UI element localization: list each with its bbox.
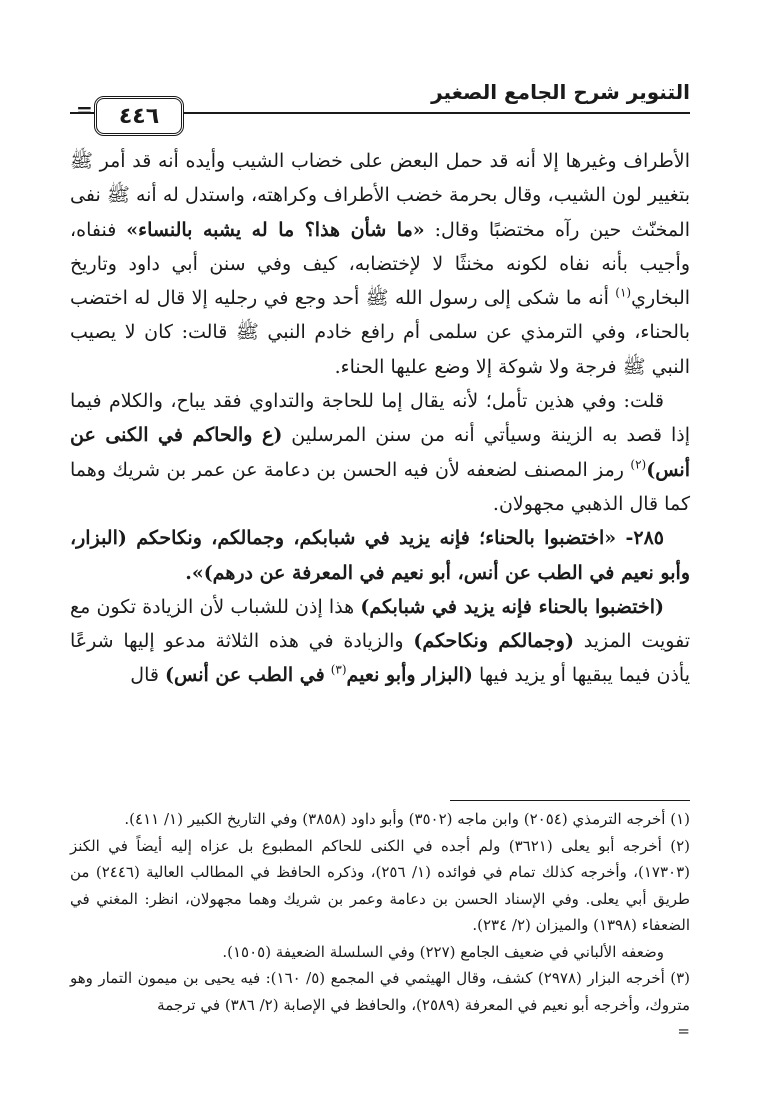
paragraph-1: الأطراف وغيرها إلا أنه قد حمل البعض على خضاب الشيب وأيده أنه قد أمر ﷺ بتغيير لون الشيب، وقال بحرمة خضب الأطراف وكراهته، واستدل له أنه ﷺ نفى المخنّث حين رآه مختضبًا وقال: «ما شأن هذا؟ ما له يشبه بالنساء» فنفاه، وأجيب بأنه نفاه لكونه مخنثًا لا لإختضابه، كيف وفي سنن أبي داود وتاريخ البخاري$^{(١)}$ أنه ما شكى إلى رسول الله ﷺ أحد وجع في رجليه إلا قال له اختضب بالحناء، وفي الترمذي عن سلمى أم رافع خادم النبي ﷺ قالت: كان لا يصيب النبي ﷺ فرجة ولا شوكة إلا وضع عليها الحناء. bbox=[70, 150, 691, 378]
footnotes bbox=[70, 806, 690, 1045]
footnote-ref-3: (٣) bbox=[330, 663, 347, 678]
paragraph-3: (اختضبوا بالحناء فإنه يزيد في شبابكم) هذا إذن للشباب لأن الزيادة تكون مع تفويت المزيد (وجمالكم ونكاحكم) والزيادة في هذه الثلاثة مدعو إليها شرعًا يأذن فيما يبقيها أو يزيد فيها (البزار وأبو نعيم$^{(٣)}$ في الطب عن أنس) قال bbox=[70, 595, 691, 687]
footnote-2-continued: وضعفه الألباني في ضعيف الجامع (٢٢٧) وفي السلسلة الضعيفة (١٥٠٥). bbox=[222, 942, 664, 961]
page-mark: = bbox=[76, 98, 93, 122]
footnote-continuation-mark: = bbox=[677, 1022, 690, 1040]
paragraph-2: قلت: وفي هذين تأمل؛ لأنه يقال إما للحاجة والتداوي فقد يباح، والكلام فيما إذا قصد به الزينة وسيأتي أنه من سنن المرسلين (ع والحاكم في الكنى عن أنس)$^{(٢)}$ رمز المصنف لضعفه لأن فيه الحسن بن دعامة عن عمر بن شريك وهما كما قال الذهبي مجهولان. bbox=[70, 390, 690, 515]
hadith-text: ٢٨٥- «اختضبوا بالحناء؛ فإنه يزيد في شبابكم، وجمالكم، ونكاحكم (البزار، وأبو نعيم في الطب عن أنس، أبو نعيم في المعرفة عن درهم)». bbox=[70, 527, 690, 584]
footnote-ref-1: (١) bbox=[615, 285, 632, 300]
main-text bbox=[70, 144, 690, 693]
footnote-rule bbox=[450, 800, 690, 801]
footnote-ref-2: (٢) bbox=[630, 457, 647, 472]
quote: «ما شأن هذا؟ ما له يشبه بالنساء» bbox=[126, 218, 425, 241]
footnote-3: (٣) أخرجه البزار (٢٩٧٨) كشف، وقال الهيثمي في المجمع (٥/ ١٦٠): فيه يحيى بن ميمون التمار وهو متروك، وأخرجه أبو نعيم في المعرفة (٢٥٨٩)، والحافظ في الإصابة (٢/ ٣٨٦) في ترجمة bbox=[70, 969, 690, 1014]
page-number: ٤٤٦ bbox=[94, 96, 184, 136]
book-title: التنوير شرح الجامع الصغير bbox=[431, 80, 690, 104]
footnote-1: (١) أخرجه الترمذي (٢٠٥٤) وابن ماجه (٣٥٠٢) وأبو داود (٣٨٥٨) وفي التاريخ الكبير (١/ ٤١١). bbox=[124, 810, 690, 828]
source-citation: (ع والحاكم في الكنى عن أنس) bbox=[70, 424, 690, 481]
footnote-2: (٢) أخرجه أبو يعلى (٣٦٢١) ولم أجده في الكنى للحاكم المطبوع بل عزاه إليه أيضاً في الكنز (١٧٣٠٣)، وأخرجه كذلك تمام في فوائده (١/ ٢٥٦)، وذكره الحافظ في المطالب العالية (٢٤٤٦) من طريق أبي يعلى. وفي الإسناد الحسن بن دعامة وعمر بن شريك وهما مجهولان، انظر: المغني في الضعفاء (١٣٩٨) والميزان (٢/ ٢٣٤). bbox=[70, 836, 690, 934]
